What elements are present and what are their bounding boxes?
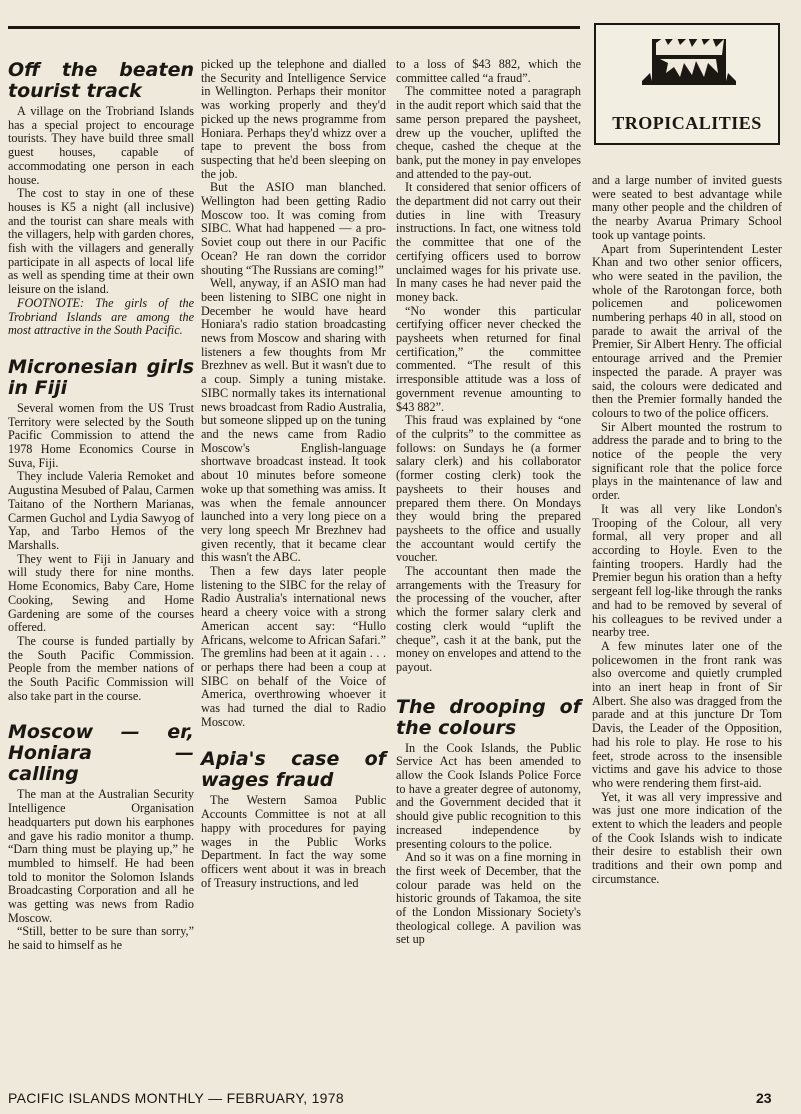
top-rule — [8, 26, 580, 29]
footer-publication: PACIFIC ISLANDS MONTHLY — FEBRUARY, 1978 — [8, 1090, 344, 1106]
paragraph: The accountant then made the arrangements with the Treasury for the processing of the voucher, after which the former salary clerk and costing clerk would “uplift the cheque”, cash it at the bank, put the money on envelopes and attend to the payout. — [396, 564, 581, 674]
paragraph: They went to Fiji in January and will study there for nine months. Home Economics, Baby Care, Home Cooking, Sewing and Home Gardening are some of the courses offered. — [8, 551, 194, 635]
paragraph: But the ASIO man blanched. Wellington had been getting Radio Moscow too. It was coming from SIBC. What had happened — a pro-Soviet coup out there in our Pacific Ocean? He ran down the corridor shouting “The Russians are coming!” — [201, 180, 386, 277]
paragraph: And so it was on a fine morning in the first week of December, that the colour parade was held on the historic grounds of Takamoa, the site of the London Missionary Society's theological college. A pavilion was set up — [396, 850, 581, 947]
paragraph: and a large number of invited guests were seated to best advantage while many other people and the children of the nearby Avarua Primary School took up vantage points. — [592, 173, 782, 242]
paragraph: Well, anyway, if an ASIO man had been listening to SIBC one night in December he would have heard Honiara's radio station broadcasting news from Moscow and sharing with listeners a few thoughts from Mr Brezhnev as well. But it wasn't due to a coup. Simply a tuning mistake. SIBC normally takes its international news broadcast from Radio Australia, but someone slipped up on the tuning and the news came from Radio Moscow's English-language shortwave broadcast instead. It took about 10 minutes before someone woke up that something was amiss. It was when the female announcer launched into a very long piece on a very long speech Mr Brezhnev had given recently, that it became clear this wasn't the ABC. — [201, 276, 386, 565]
paragraph: The committee noted a paragraph in the audit report which said that the same person prepared the paysheet, drew up the voucher, uplifted the cheque, cashed the cheque at the bank, put the money in pay envelopes and attended to the pay-out. — [396, 84, 581, 181]
section-title: TROPICALITIES — [612, 113, 762, 133]
paragraph: A few minutes later one of the policewomen in the front rank was also overcome and quietly crumpled into an inert heap in front of Sir Albert. She also was dragged from the parade and at this juncture Dr Tom Davis, the Leader of the Opposition, had his role to play. He rose to his feet, strode across to the insensible victims and gave his advice to those who were rendering them first-aid. — [592, 638, 782, 790]
paragraph: This fraud was explained by “one of the culprits” to the committee as follows: on Sundays he (a former salary clerk) and his collaborator (former costing clerk) took the paysheets to their houses and prepared them there. On Mondays they would bring the prepared paysheets to the office and usually the accountant would certify the voucher. — [396, 413, 581, 565]
paragraph: “No wonder this particular certifying officer never checked the paysheets when returned for final certification,” the committee commented. “The result of this irresponsible attitude was a loss of government revenue amounting to $43 882”. — [396, 303, 581, 414]
headline-micronesian-girls: Micronesian girls in Fiji — [8, 355, 194, 399]
paragraph: The Western Samoa Public Accounts Committee is not at all happy with procedures for paying wages in the Public Works Department. In fact the way some officers went about it was in breach of Treasury instructions, and led — [201, 793, 386, 890]
paragraph: The cost to stay in one of these houses is K5 a night (all inclusive) and the tourist can share meals with the villagers, help with garden chores, fish with the villagers and generally participate in all aspects of local life as well as spending time at their own leisure on the island. — [8, 186, 194, 297]
paragraph: Sir Albert mounted the rostrum to address the parade and to bring to the notice of the people the very significant role that the police force plays in the maintenance of law and order. — [592, 419, 782, 503]
paragraph: Several women from the US Trust Territory were selected by the South Pacific Commission to attend the 1978 Home Economics Course in Suva, Fiji. — [8, 400, 194, 470]
paragraph: “Still, better to be sure than sorry,” he said to himself as he — [8, 924, 194, 953]
paragraph: picked up the telephone and dialled the Security and Intelligence Service in Wellington. Perhaps their monitor was working properly and they'd picked up the news programme from Honiara. Perhaps they'd whizz over a tape to prevent the boss from suspecting that he'd been sleeping on the job. — [201, 57, 386, 181]
paragraph: It was all very like London's Trooping of the Colour, all very formal, all very proper and all according to Hoyle. Even to the fainting troopers. Hardly had the Premier begun his oration than a hefty sergeant fell log-like through the ranks and had to be removed by several of his colleagues to be revived under a nearby tree. — [592, 501, 782, 640]
paragraph: Apart from Superintendent Lester Khan and two other senior officers, who were seated in the pavilion, the whole of the Rarotongan force, both policemen and policewomen numbering perhaps 40 in all, stood on parade to await the arrival of the Premier, Sir Albert Henry. The official entourage arrived and the Premier inspected the parade. A prayer was said, the colours were dedicated and then the Premier formally handed the colours to two of the police officers. — [592, 241, 782, 420]
paragraph: The man at the Australian Security Intelligence Organisation headquarters put down his earphones and gave his radio monitor a thump. “Darn thing must be playing up,” he mumbled to himself. He had been told to monitor the Solomon Islands Broadcasting Corporation and all he was getting was news from Radio Moscow. — [8, 787, 194, 925]
tropicalities-masthead — [594, 23, 780, 145]
column-4 — [592, 174, 782, 887]
palm-tree-icon — [642, 33, 736, 103]
headline-drooping-colours: The drooping of the colours — [396, 695, 581, 739]
footnote: FOOTNOTE: The girls of the Trobriand Islands are among the most attractive in the South Pacific. — [8, 295, 194, 338]
headline-moscow-honiara: Moscow — er, Honiara — calling — [8, 721, 194, 786]
headline-apia-wages-fraud: Apia's case of wages fraud — [201, 748, 386, 792]
column-1 — [8, 58, 194, 953]
paragraph: They include Valeria Remoket and Augustina Mesubed of Palau, Carmen Taitano of the Northern Marianas, Carmen Guchol and Lydia Sawyog of Yap, and Tarbo Hemos of the Marshalls. — [8, 469, 194, 552]
page-number: 23 — [756, 1090, 772, 1106]
paragraph: In the Cook Islands, the Public Service Act has been amended to allow the Cook Islands Police Force to have a greater degree of autonomy, and the Government decided that it should give public recognition to this increased independence by presenting colours to the police. — [396, 740, 581, 851]
column-2 — [201, 58, 386, 890]
headline-off-the-beaten-track: Off the beaten tourist track — [8, 59, 194, 102]
paragraph: Yet, it was all very impressive and was just one more indication of the extent to which the leaders and people of the Cook Islands wish to indicate their desire to establish their own traditions and their own pomp and circumstance. — [592, 789, 782, 886]
column-3 — [396, 58, 581, 947]
paragraph: to a loss of $43 882, which the committee called “a fraud”. — [396, 57, 581, 85]
paragraph: It considered that senior officers of the department did not carry out their duties in line with Treasury instructions. In fact, one witness told the committee that one of the certifying officers used to borrow unclaimed wages for his private use. In many cases he had never paid the money back. — [396, 180, 581, 304]
paragraph: Then a few days later people listening to the SIBC for the relay of Radio Australia's international news heard a cheery voice with a strong American accent say: “Hullo Africans, welcome to African Safari.” The gremlins had been at it again . . . or perhaps there had been a coup at SIBC on behalf of the Voice of America, overthrowing whoever it was had turned the dial to Radio Moscow. — [201, 564, 386, 729]
paragraph: The course is funded partially by the South Pacific Commission. People from the member nations of the South Pacific Commission will also take part in the course. — [8, 633, 194, 703]
paragraph: A village on the Trobriand Islands has a special project to encourage tourists. They have build three small guest houses, capable of accommodating one person in each house. — [8, 104, 194, 187]
